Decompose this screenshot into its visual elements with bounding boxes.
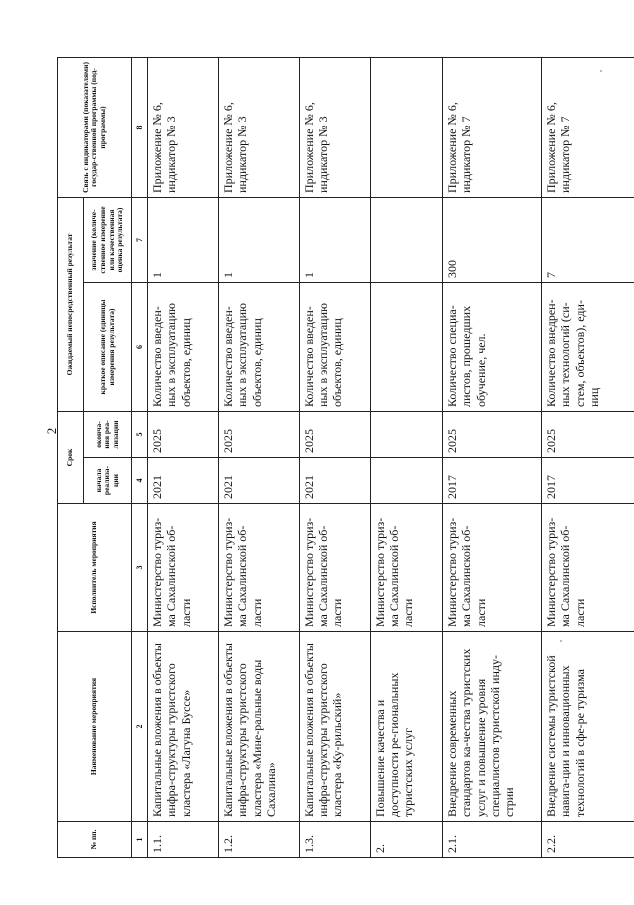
row-value: 1 xyxy=(148,197,219,282)
row-executor: Министерство туриз-ма Сахалинской об-ласти xyxy=(370,504,442,632)
table-row xyxy=(218,57,299,857)
row-executor: Министерство туриз-ма Сахалинской об-ласти xyxy=(299,504,370,632)
scan-speck xyxy=(560,640,562,642)
row-start xyxy=(370,458,442,504)
row-desc: Количество введен-ных в эксплуатацию объектов, единиц xyxy=(218,282,299,411)
header-result: Ожидаемый непосредственный результат xyxy=(58,197,84,411)
table-row-section xyxy=(370,57,442,857)
header-executor: Исполнитель мероприятия xyxy=(58,504,132,632)
colnum-5: 5 xyxy=(132,411,148,457)
action-plan-table xyxy=(57,57,634,858)
table-row xyxy=(148,57,219,857)
row-desc xyxy=(370,282,442,411)
row-name: Капитальные вложения в объекты инфра-структуры туристского кластера «Лагуна Буссе» xyxy=(148,632,219,822)
row-desc: Количество введен-ных в эксплуатацию объектов, единиц xyxy=(299,282,370,411)
row-end: 2025 xyxy=(218,411,299,457)
row-end xyxy=(370,411,442,457)
colnum-7: 7 xyxy=(132,197,148,282)
row-executor: Министерство туриз-ма Сахалинской об-ласти xyxy=(218,504,299,632)
table-row xyxy=(542,57,634,857)
header-name: Наименование мероприятия xyxy=(58,632,132,822)
row-executor: Министерство туриз-ма Сахалинской об-ласти xyxy=(442,504,541,632)
row-end: 2025 xyxy=(148,411,219,457)
row-executor: Министерство туриз-ма Сахалинской об-ласти xyxy=(542,504,634,632)
row-value: 1 xyxy=(218,197,299,282)
row-link: Приложение № 6, индикатор № 3 xyxy=(218,57,299,197)
row-num: 1.2. xyxy=(218,822,299,858)
colnum-2: 2 xyxy=(132,632,148,822)
header-term: Срок xyxy=(58,411,84,503)
row-num: 1.3. xyxy=(299,822,370,858)
header-link: Связь с индикаторами (показателями) государ-ственной программы (под-программы) xyxy=(58,57,132,197)
row-end: 2025 xyxy=(442,411,541,457)
row-end: 2025 xyxy=(299,411,370,457)
row-desc: Количество введен-ных в эксплуатацию объектов, единиц xyxy=(148,282,219,411)
header-row-1 xyxy=(58,57,84,857)
row-start: 2021 xyxy=(218,458,299,504)
row-start: 2017 xyxy=(442,458,541,504)
row-link: Приложение № 6, индикатор № 7 xyxy=(542,57,634,197)
row-link xyxy=(370,57,442,197)
colnum-3: 3 xyxy=(132,504,148,632)
table-row xyxy=(299,57,370,857)
row-name: Повышение качества и доступности ре-гиональных туристских услуг xyxy=(370,632,442,822)
header-end: оконча-ния реа-лизации xyxy=(84,411,132,457)
row-value: 7 xyxy=(542,197,634,282)
row-name: Внедрение системы туристской навига-ции и инновационных технологий в сфе-ре туризма xyxy=(542,632,634,822)
row-start: 2017 xyxy=(542,458,634,504)
row-name: Капитальные вложения в объекты инфра-структуры туристского кластера «Ку-рильский» xyxy=(299,632,370,822)
header-num: № пп. xyxy=(58,822,132,858)
row-name: Капитальные вложения в объекты инфра-структуры туристского кластера «Мине-ральные воды Сахалина» xyxy=(218,632,299,822)
colnum-1: 1 xyxy=(132,822,148,858)
row-num: 1.1. xyxy=(148,822,219,858)
scan-speck xyxy=(600,70,602,72)
row-end: 2025 xyxy=(542,411,634,457)
row-num: 2. xyxy=(370,822,442,858)
row-link: Приложение № 6, индикатор № 7 xyxy=(442,57,541,197)
row-start: 2021 xyxy=(148,458,219,504)
row-desc: Количество специа-листов, прошедших обучение, чел. xyxy=(442,282,541,411)
colnum-6: 6 xyxy=(132,282,148,411)
row-value: 1 xyxy=(299,197,370,282)
row-name: Внедрение современных стандартов ка-чества туристских услуг и повышение уровня специалистов туристской инду-стрии xyxy=(442,632,541,822)
row-desc: Количество внедрен-ных технологий (си-стем, объектов), еди-ниц xyxy=(542,282,634,411)
table-row xyxy=(442,57,541,857)
header-value: значение (количе-ственное измерение или качественная оценка результата) xyxy=(84,197,132,282)
rotated-table-wrapper xyxy=(57,58,634,858)
row-executor: Министерство туриз-ма Сахалинской об-ласти xyxy=(148,504,219,632)
row-num: 2.1. xyxy=(442,822,541,858)
row-num: 2.2. xyxy=(542,822,634,858)
colnum-4: 4 xyxy=(132,458,148,504)
colnum-8: 8 xyxy=(132,57,148,197)
header-desc: краткое описание (единицы измерения результата) xyxy=(84,282,132,411)
row-link: Приложение № 6, индикатор № 3 xyxy=(299,57,370,197)
row-start: 2021 xyxy=(299,458,370,504)
column-number-row xyxy=(132,57,148,857)
header-start: начала реализа-ции xyxy=(84,458,132,504)
page-number: 2 xyxy=(44,427,59,435)
row-value xyxy=(370,197,442,282)
row-link: Приложение № 6, индикатор № 3 xyxy=(148,57,219,197)
row-value: 300 xyxy=(442,197,541,282)
